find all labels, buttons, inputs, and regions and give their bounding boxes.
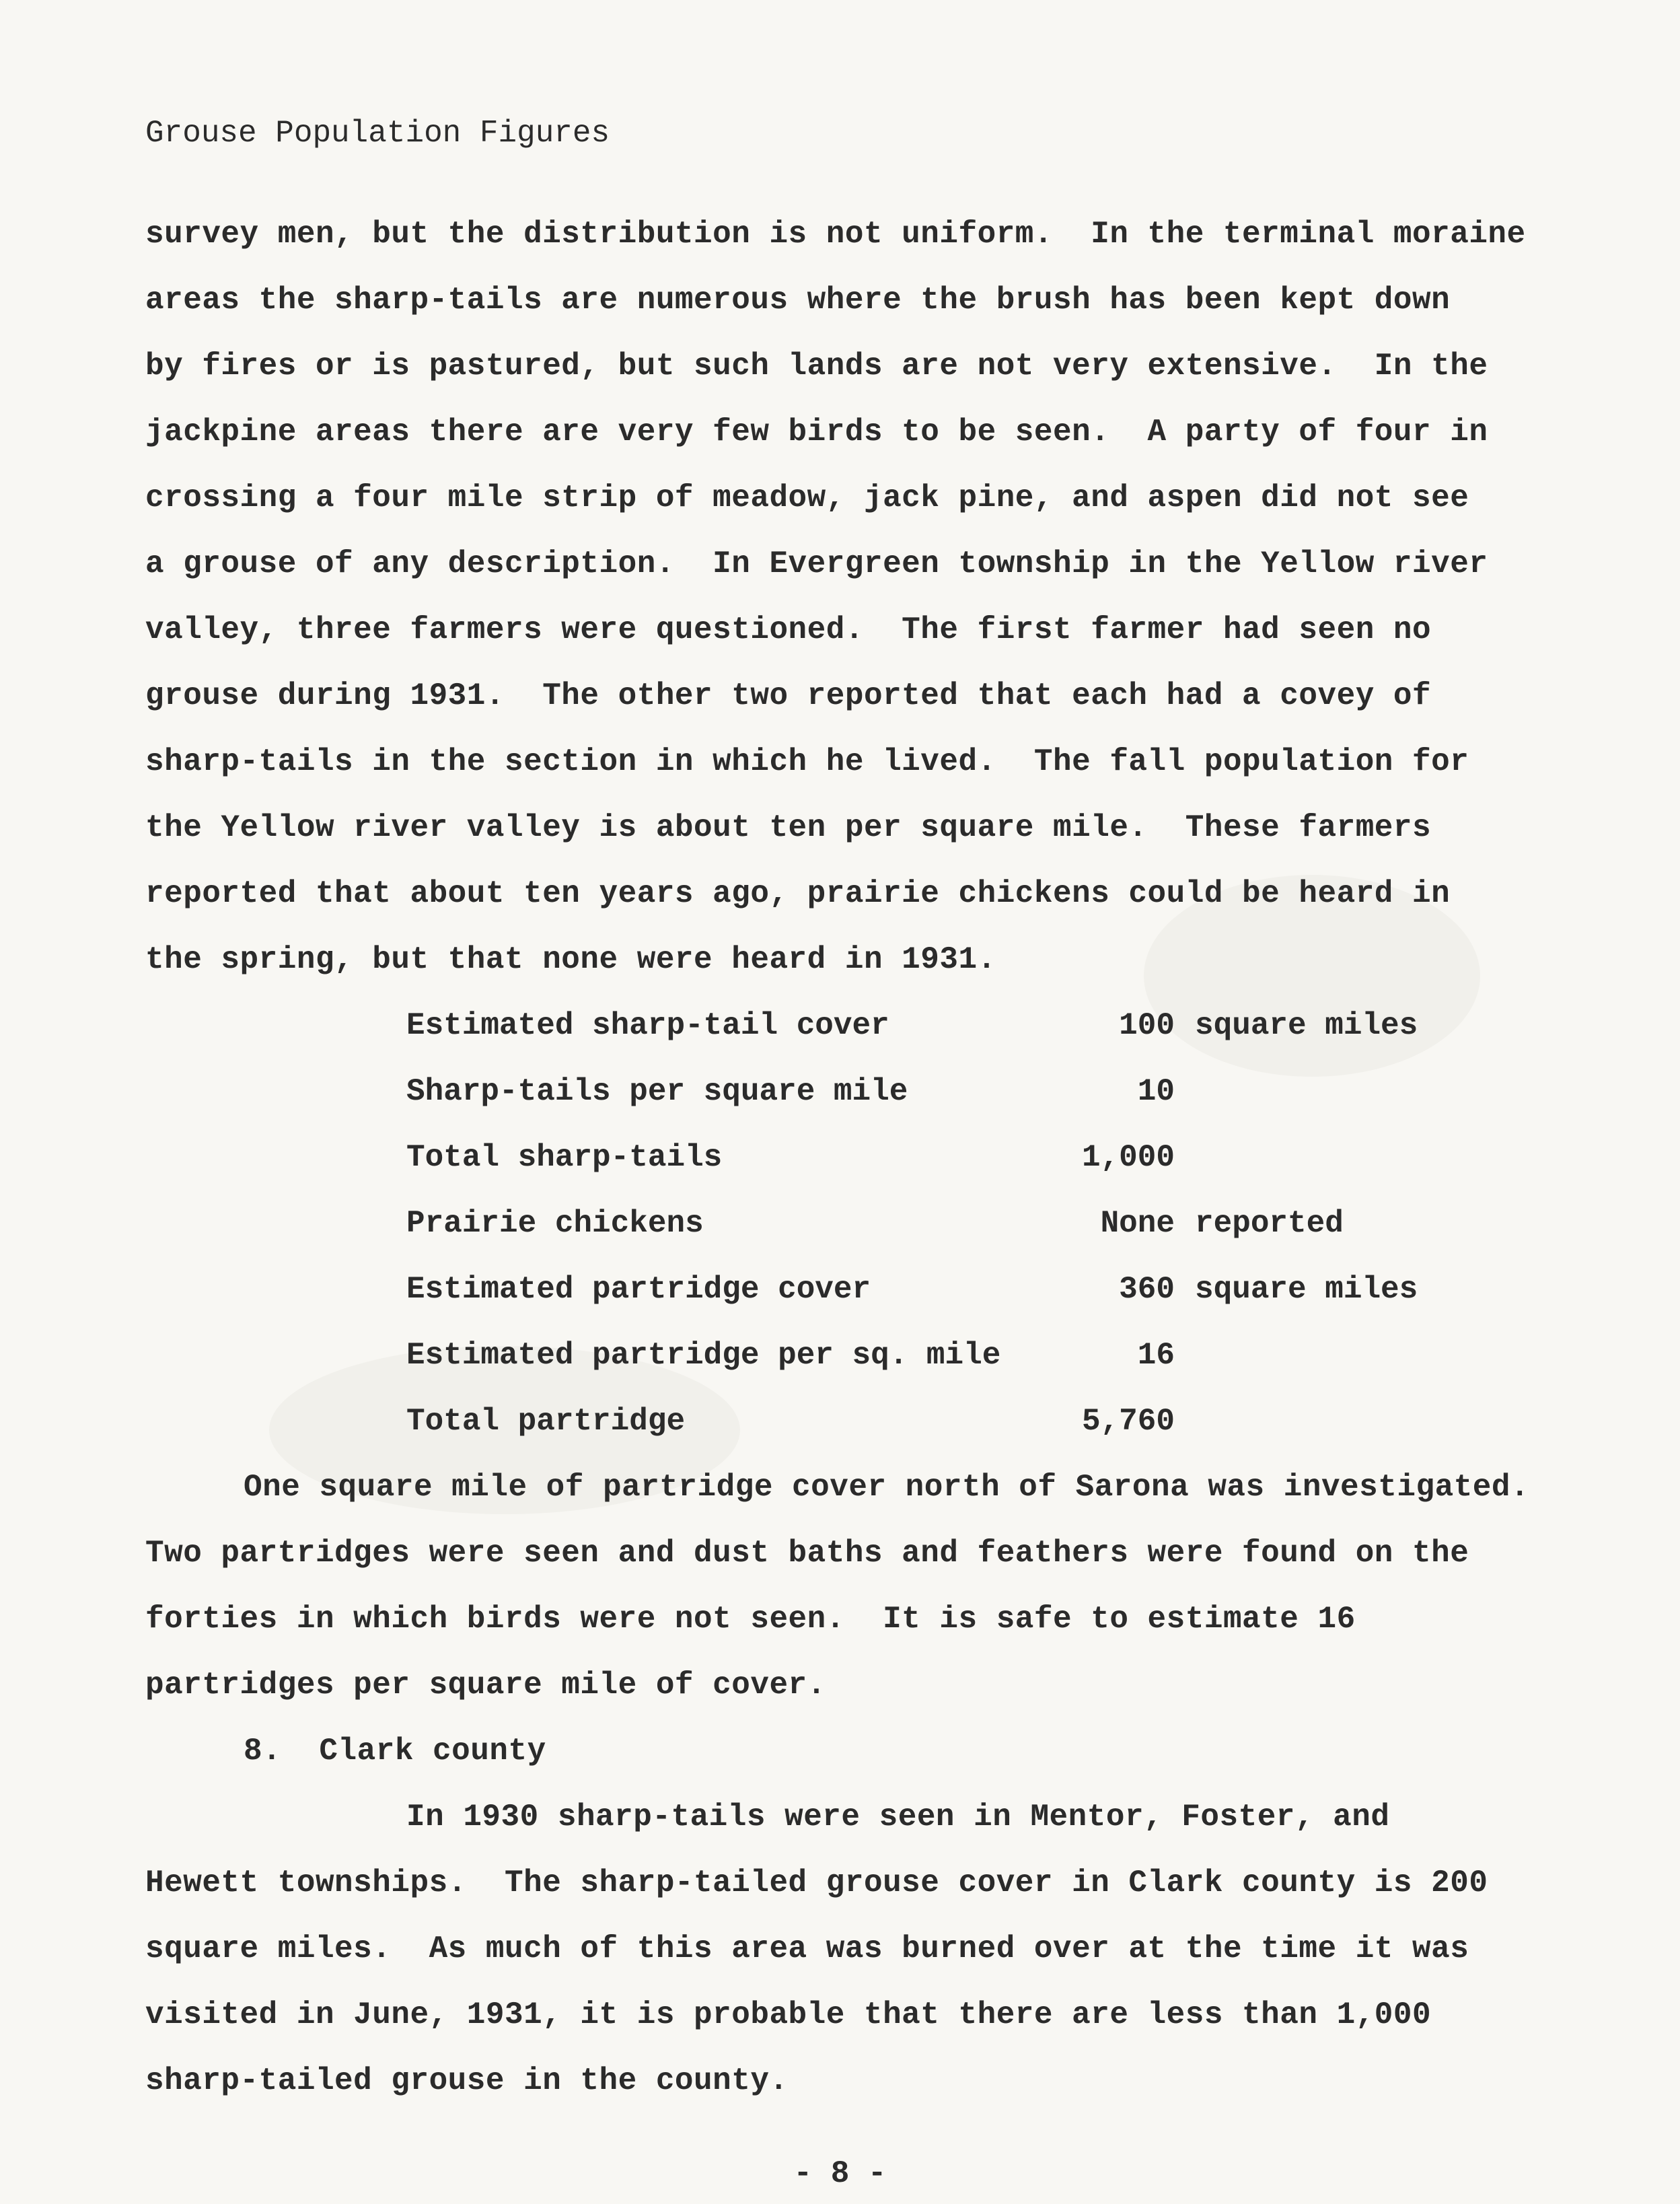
paragraph-line: by fires or is pastured, but such lands are not very extensive. In the: [145, 349, 1488, 384]
paragraph-line: In 1930 sharp-tails were seen in Mentor, Foster, and: [406, 1800, 1390, 1835]
paragraph-line: the spring, but that none were heard in 1931.: [145, 942, 996, 977]
table-label: Estimated partridge cover: [406, 1272, 871, 1307]
running-head: Grouse Population Figures: [145, 116, 610, 151]
paragraph-line: grouse during 1931. The other two reported that each had a covey of: [145, 678, 1432, 713]
table-value: 1,000: [1081, 1140, 1175, 1175]
table-unit: reported: [1195, 1206, 1344, 1241]
table-label: Estimated partridge per sq. mile: [406, 1338, 1001, 1373]
paragraph-line: the Yellow river valley is about ten per square mile. These farmers: [145, 810, 1432, 845]
paragraph-line: valley, three farmers were questioned. The first farmer had seen no: [145, 612, 1432, 647]
table-label: Total partridge: [406, 1404, 686, 1439]
paragraph-line: reported that about ten years ago, prairie chickens could be heard in: [145, 876, 1451, 911]
paragraph-line: Hewett townships. The sharp-tailed grouse cover in Clark county is 200: [145, 1865, 1488, 1900]
table-unit: square miles: [1195, 1008, 1418, 1043]
paragraph-line: a grouse of any description. In Evergreen township in the Yellow river: [145, 546, 1488, 581]
table-value: 10: [1137, 1074, 1175, 1109]
paragraph-line: forties in which birds were not seen. It is safe to estimate 16: [145, 1602, 1356, 1637]
table-label: Total sharp-tails: [406, 1140, 723, 1175]
paragraph-line: sharp-tails in the section in which he lived. The fall population for: [145, 744, 1469, 779]
paragraph-line: sharp-tailed grouse in the county.: [145, 2063, 789, 2098]
paragraph-line: areas the sharp-tails are numerous where the brush has been kept down: [145, 283, 1451, 318]
table-label: Sharp-tails per square mile: [406, 1074, 908, 1109]
paragraph-line: survey men, but the distribution is not uniform. In the terminal moraine: [145, 217, 1526, 252]
paragraph-line: partridges per square mile of cover.: [145, 1668, 826, 1703]
paragraph-line: One square mile of partridge cover north of Sarona was investigated.: [244, 1470, 1530, 1505]
table-value: 100: [1119, 1008, 1175, 1043]
table-value: None: [1100, 1206, 1175, 1241]
table-value: 360: [1119, 1272, 1175, 1307]
table-unit: square miles: [1195, 1272, 1418, 1307]
page-number: - 8 -: [793, 2156, 887, 2191]
section-heading: 8. Clark county: [244, 1734, 546, 1769]
paragraph-line: Two partridges were seen and dust baths and feathers were found on the: [145, 1536, 1469, 1571]
table-label: Prairie chickens: [406, 1206, 704, 1241]
table-label: Estimated sharp-tail cover: [406, 1008, 889, 1043]
paragraph-line: visited in June, 1931, it is probable that there are less than 1,000: [145, 1997, 1432, 2032]
table-value: 16: [1137, 1338, 1175, 1373]
paragraph-line: square miles. As much of this area was burned over at the time it was: [145, 1931, 1469, 1966]
paragraph-line: crossing a four mile strip of meadow, jack pine, and aspen did not see: [145, 481, 1469, 516]
paragraph-line: jackpine areas there are very few birds to be seen. A party of four in: [145, 415, 1488, 450]
table-value: 5,760: [1081, 1404, 1175, 1439]
